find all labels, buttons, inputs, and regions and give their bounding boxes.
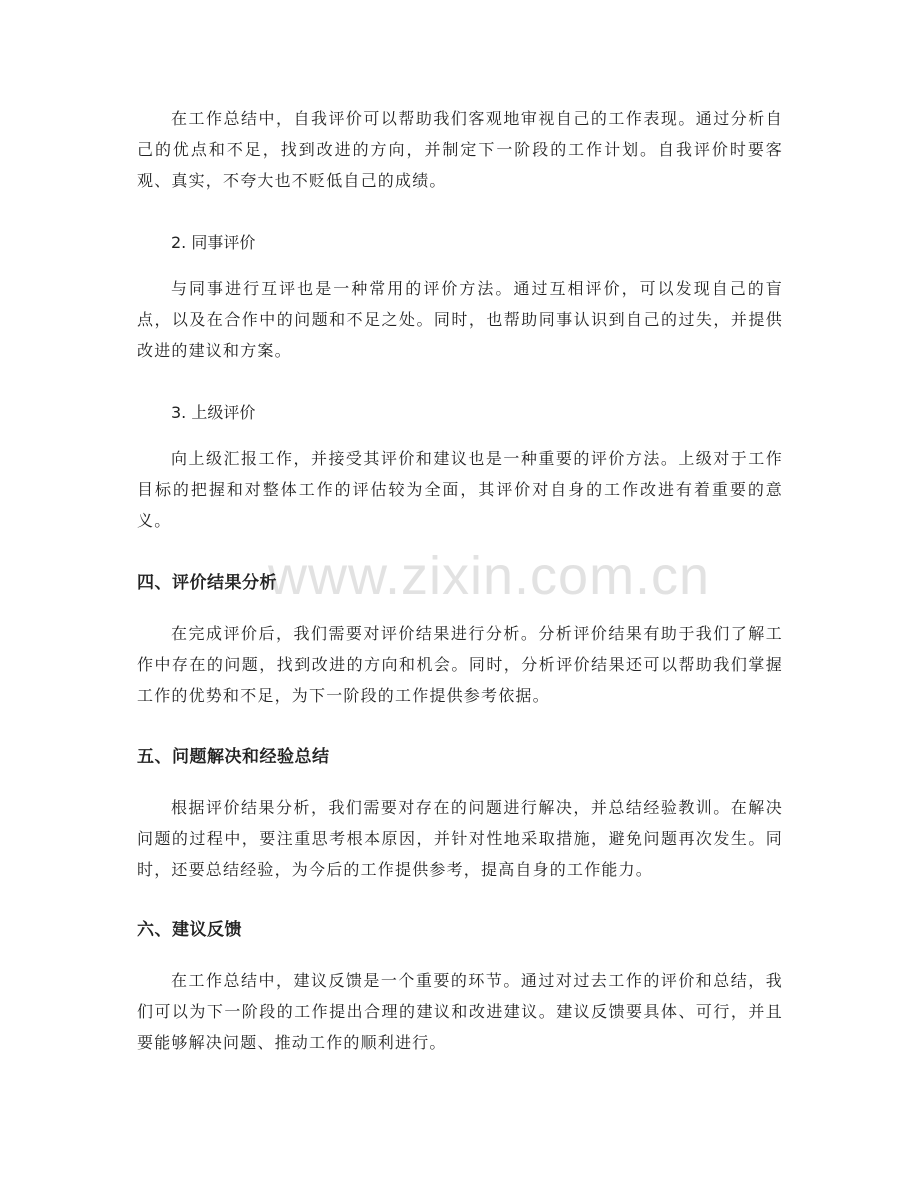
heading-problem-solving: 五、问题解决和经验总结 (137, 747, 330, 767)
heading-result-analysis: 四、评价结果分析 (137, 573, 277, 593)
paragraph-problem-solving: 根据评价结果分析，我们需要对存在的问题进行解决，并总结经验教训。在解决问题的过程中，要注重思考根本原因，并针对性地采取措施，避免问题再次发生。同时，还要总结经验，为今后的工作提供参考，提高自身的工作能力。 (137, 798, 783, 879)
paragraph-feedback: 在工作总结中，建议反馈是一个重要的环节。通过对过去工作的评价和总结，我们可以为下一阶段的工作提出合理的建议和改进建议。建议反馈要具体、可行，并且要能够解决问题、推动工作的顺利进行。 (137, 971, 783, 1052)
paragraph-self-evaluation: 在工作总结中，自我评价可以帮助我们客观地审视自己的工作表现。通过分析自己的优点和不足，找到改进的方向，并制定下一阶段的工作计划。自我评价时要客观、真实，不夸大也不贬低自己的成绩。 (137, 109, 783, 190)
watermark: www.zixin.com.cn (268, 546, 711, 606)
paragraph-result-analysis: 在完成评价后，我们需要对评价结果进行分析。分析评价结果有助于我们了解工作中存在的问题，找到改进的方向和机会。同时，分析评价结果还可以帮助我们掌握工作的优势和不足，为下一阶段的工作提供参考依据。 (137, 624, 783, 705)
paragraph-peer-evaluation: 与同事进行互评也是一种常用的评价方法。通过互相评价，可以发现自己的盲点，以及在合作中的问题和不足之处。同时，也帮助同事认识到自己的过失，并提供改进的建议和方案。 (137, 279, 783, 360)
subheading-supervisor-evaluation: 3. 上级评价 (171, 403, 256, 422)
subheading-peer-evaluation: 2. 同事评价 (171, 233, 256, 252)
heading-feedback: 六、建议反馈 (137, 920, 242, 940)
paragraph-supervisor-evaluation: 向上级汇报工作，并接受其评价和建议也是一种重要的评价方法。上级对于工作目标的把握和对整体工作的评估较为全面，其评价对自身的工作改进有着重要的意义。 (137, 449, 783, 530)
